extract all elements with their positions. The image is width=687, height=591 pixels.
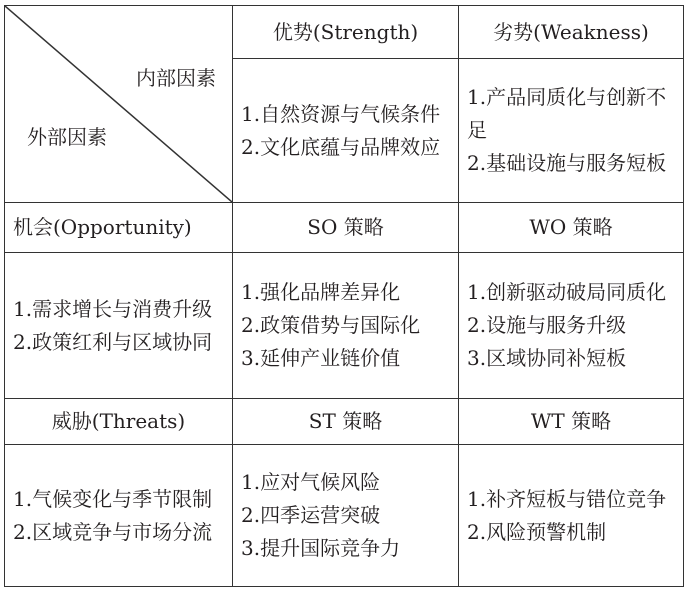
header-row xyxy=(5,6,684,59)
wo-item: 3.区域协同补短板 xyxy=(467,346,627,370)
weakness-items-cell xyxy=(459,59,684,203)
strength-items-cell xyxy=(233,59,459,203)
opportunity-label: 机会(Opportunity) xyxy=(5,203,233,253)
corner-cell xyxy=(5,6,233,203)
internal-factors-label: 内部因素 xyxy=(136,66,216,90)
so-items-cell xyxy=(233,253,459,399)
wt-item: 2.风险预警机制 xyxy=(467,519,607,544)
st-item: 1.应对气候风险 xyxy=(241,470,381,494)
so-item: 2.政策借势与国际化 xyxy=(241,313,421,337)
st-items-cell xyxy=(233,445,459,587)
threats-items-cell xyxy=(5,445,233,587)
threats-header-row xyxy=(5,399,684,445)
opportunity-item: 1.需求增长与消费升级 xyxy=(13,296,213,321)
wt-items-cell xyxy=(459,445,684,587)
weakness-item: 2.基础设施与服务短板 xyxy=(467,151,667,175)
threat-item: 2.区域竞争与市场分流 xyxy=(13,519,213,544)
strength-item: 1.自然资源与气候条件 xyxy=(241,101,441,126)
opportunity-items-row xyxy=(5,253,684,399)
st-item: 3.提升国际竞争力 xyxy=(241,536,401,560)
so-strategy-header: SO 策略 xyxy=(233,203,459,253)
swot-matrix-table xyxy=(4,5,684,587)
st-item: 2.四季运营突破 xyxy=(241,503,381,527)
threats-items-row xyxy=(5,445,684,587)
opportunity-items-cell xyxy=(5,253,233,399)
external-factors-label: 外部因素 xyxy=(27,125,107,149)
wo-items-cell xyxy=(459,253,684,399)
wo-item: 2.设施与服务升级 xyxy=(467,313,627,337)
wt-item: 1.补齐短板与错位竞争 xyxy=(467,486,667,511)
wt-strategy-header: WT 策略 xyxy=(459,399,684,445)
weakness-item: 1.产品同质化与创新不足 xyxy=(467,85,667,142)
wo-item: 1.创新驱动破局同质化 xyxy=(467,280,667,304)
so-item: 1.强化品牌差异化 xyxy=(241,280,401,304)
wo-strategy-header: WO 策略 xyxy=(459,203,684,253)
weakness-header: 劣势(Weakness) xyxy=(459,6,684,59)
opportunity-item: 2.政策红利与区域协同 xyxy=(13,329,213,354)
strength-item: 2.文化底蕴与品牌效应 xyxy=(241,134,441,159)
diagonal-line xyxy=(5,6,232,202)
threat-item: 1.气候变化与季节限制 xyxy=(13,486,213,511)
strength-header: 优势(Strength) xyxy=(233,6,459,59)
st-strategy-header: ST 策略 xyxy=(233,399,459,445)
so-item: 3.延伸产业链价值 xyxy=(241,346,401,370)
opportunity-header-row xyxy=(5,203,684,253)
threats-label: 威胁(Threats) xyxy=(5,399,233,445)
